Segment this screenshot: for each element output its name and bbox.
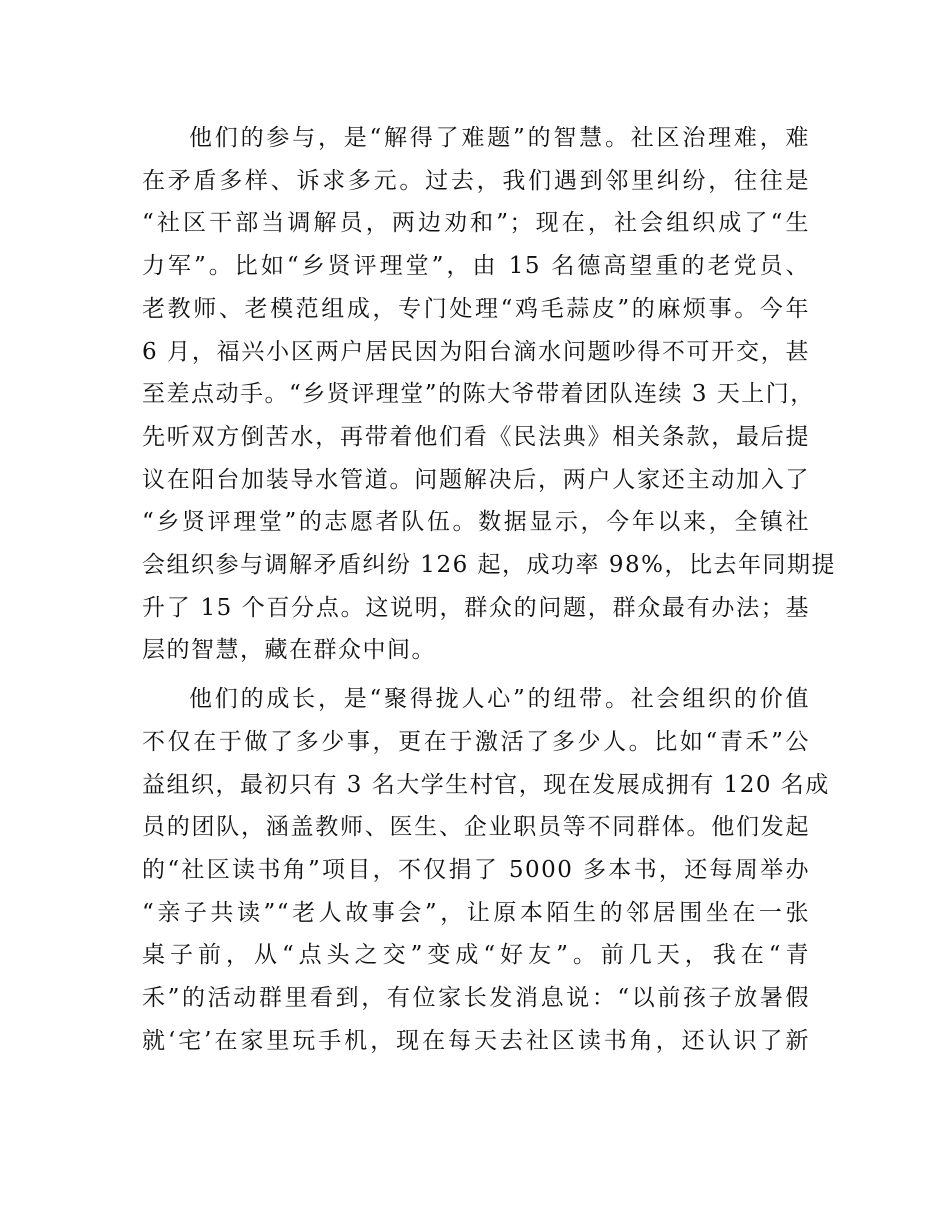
text-line: 老教师、老模范组成，专门处理“鸡毛蒜皮”的麻烦事。今年 bbox=[142, 295, 810, 322]
text-line: 桌子前，从“点头之交”变成“好友”。前几天，我在“青 bbox=[142, 942, 810, 969]
document-body bbox=[142, 117, 836, 1068]
text-line: 员的团队，涵盖教师、医生、企业职员等不同群体。他们发起 bbox=[142, 814, 810, 841]
text-line: 议在阳台加装导水管道。问题解决后，两户人家还主动加入了 bbox=[142, 466, 810, 493]
text-line: 不仅在于做了多少事，更在于激活了多少人。比如“青禾”公 bbox=[142, 728, 810, 755]
text-line: 他们的成长，是“聚得拢人心”的纽带。社会组织的价值 bbox=[189, 686, 810, 713]
text-line: 会组织参与调解矛盾纠纷 126 起，成功率 98%，比去年同期提 bbox=[142, 552, 836, 579]
text-line: “亲子共读”“老人故事会”，让原本陌生的邻居围坐在一张 bbox=[142, 899, 810, 926]
text-line: 先听双方倒苦水，再带着他们看《民法典》相关条款，最后提 bbox=[142, 423, 810, 450]
text-line: 禾”的活动群里看到，有位家长发消息说：“以前孩子放暑假 bbox=[142, 985, 810, 1012]
paragraph-participation bbox=[142, 117, 836, 672]
text-line: 的“社区读书角”项目，不仅捐了 5000 多本书，还每周举办 bbox=[142, 856, 810, 883]
text-line: 在矛盾多样、诉求多元。过去，我们遇到邻里纠纷，往往是 bbox=[142, 167, 810, 194]
text-line: “社区干部当调解员，两边劝和”；现在，社会组织成了“生 bbox=[142, 210, 810, 237]
text-line: 层的智慧，藏在群众中间。 bbox=[142, 637, 436, 664]
text-line: 至差点动手。“乡贤评理堂”的陈大爷带着团队连续 3 天上门， bbox=[142, 381, 815, 408]
text-line: “乡贤评理堂”的志愿者队伍。数据显示，今年以来，全镇社 bbox=[142, 509, 810, 536]
text-line: 力军”。比如“乡贤评理堂”，由 15 名德高望重的老党员、 bbox=[142, 253, 810, 280]
text-line: 升了 15 个百分点。这说明，群众的问题，群众最有办法；基 bbox=[142, 594, 810, 621]
text-line: 益组织，最初只有 3 名大学生村官，现在发展成拥有 120 名成 bbox=[142, 771, 830, 798]
text-line: 他们的参与，是“解得了难题”的智慧。社区治理难，难 bbox=[189, 125, 810, 151]
paragraph-growth bbox=[142, 678, 830, 1062]
text-line: 6 月，福兴小区两户居民因为阳台滴水问题吵得不可开交，甚 bbox=[142, 338, 810, 365]
text-line: 就‘宅’在家里玩手机，现在每天去社区读书角，还认识了新 bbox=[142, 1027, 810, 1054]
